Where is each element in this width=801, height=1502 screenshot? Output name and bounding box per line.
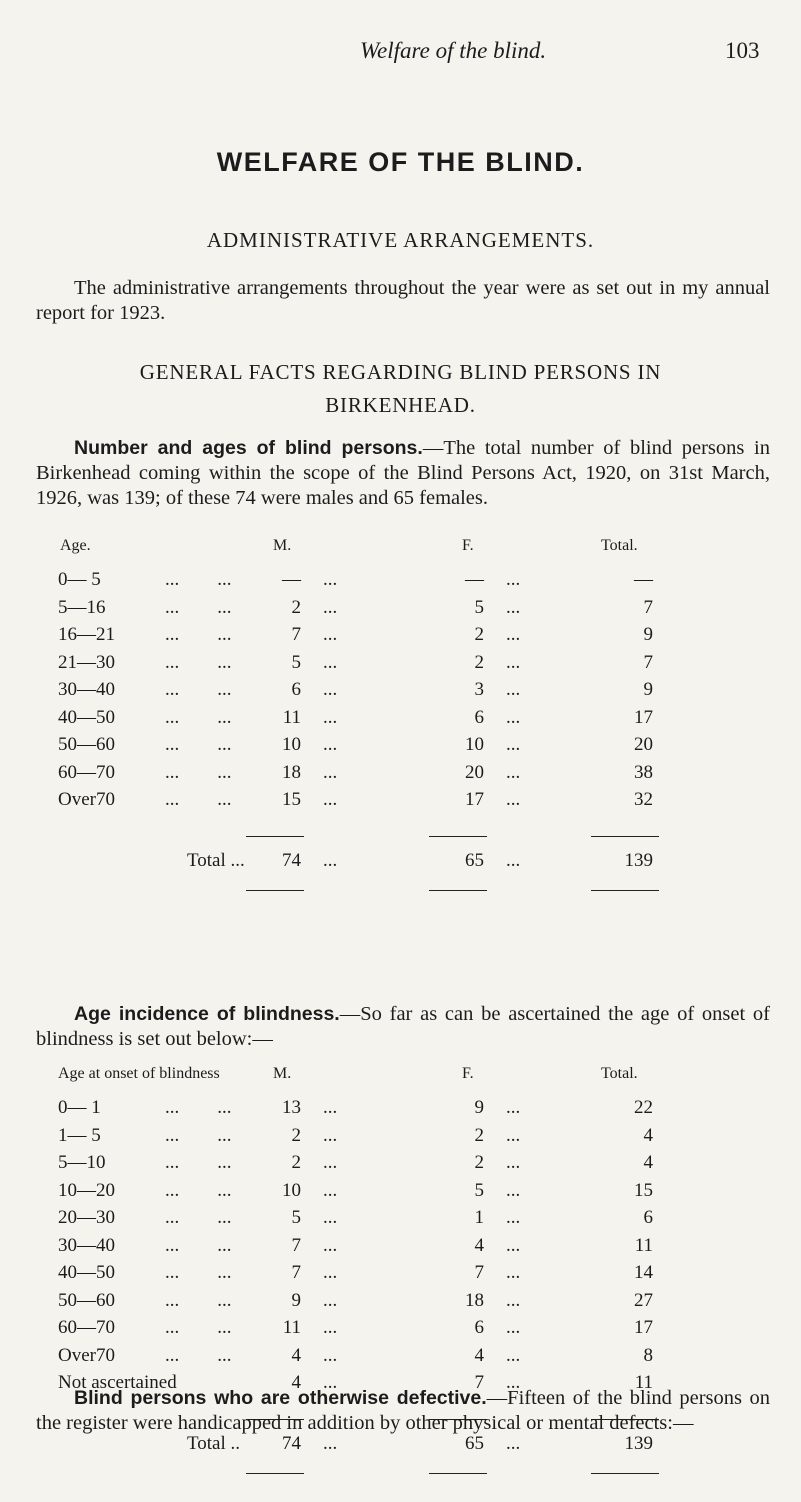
- total-f-value: 65: [465, 1432, 484, 1454]
- row-age-label: 30—40: [58, 679, 115, 700]
- row-f-value: 20: [465, 761, 484, 783]
- leader-dots: ...: [506, 651, 521, 673]
- row-m-value: 4: [291, 1344, 301, 1366]
- row-m-value: 11: [282, 1317, 301, 1338]
- leader-dots: ...: [506, 734, 521, 755]
- leader-dots: ... ...: [165, 789, 232, 810]
- row-m-value: 6: [291, 679, 301, 700]
- row-m-value: 18: [282, 761, 301, 783]
- leader-dots: ...: [323, 569, 338, 590]
- row-f-value: 10: [465, 734, 484, 755]
- leader-dots: ...: [323, 849, 338, 871]
- leader-dots: ... ...: [165, 1289, 232, 1311]
- admin-paragraph: The administrative arrangements throughout the year were as set out in my annual report for 1923.: [36, 277, 770, 324]
- defective-paragraph: [36, 1386, 770, 1436]
- leader-dots: ...: [323, 651, 338, 673]
- leader-dots: ...: [323, 1234, 338, 1256]
- total-total-value: 139: [624, 849, 653, 871]
- running-head-title: Welfare of the blind.: [360, 38, 547, 63]
- leader-dots: ...: [323, 1289, 338, 1311]
- row-age-label: 50—60: [58, 1289, 115, 1311]
- leader-dots: ...: [506, 1152, 521, 1173]
- row-m-value: 5: [291, 1207, 301, 1228]
- total-label: Total ...: [187, 849, 245, 871]
- leader-dots: ...: [506, 1262, 521, 1283]
- total-rule-top: [246, 836, 304, 837]
- leader-dots: ...: [506, 624, 521, 645]
- leader-dots: ...: [506, 789, 521, 810]
- header-m: M.: [273, 537, 292, 554]
- leader-dots: ...: [323, 1124, 338, 1146]
- leader-dots: ... ...: [165, 1317, 232, 1338]
- total-label: Total ..: [187, 1432, 241, 1454]
- row-age-label: 0— 1: [58, 1097, 101, 1118]
- row-age-label: 30—40: [58, 1234, 115, 1256]
- leader-dots: ...: [323, 1097, 338, 1118]
- header-total: Total.: [601, 1065, 638, 1082]
- general-heading-line1: GENERAL FACTS REGARDING BLIND PERSONS IN: [139, 360, 662, 384]
- leader-dots: ... ...: [165, 1097, 232, 1118]
- row-total-value: 32: [634, 789, 653, 810]
- row-total-value: 7: [643, 651, 653, 673]
- leader-dots: ... ...: [165, 1234, 232, 1256]
- row-age-label: 40—50: [58, 1262, 115, 1283]
- row-f-value: 7: [474, 1262, 484, 1283]
- main-heading: WELFARE OF THE BLIND.: [216, 147, 585, 177]
- row-total-value: 7: [643, 596, 653, 618]
- row-total-value: —: [634, 569, 653, 590]
- row-f-value: 2: [474, 1124, 484, 1146]
- leader-dots: ... ...: [165, 569, 232, 590]
- row-f-value: 6: [474, 1317, 484, 1338]
- row-f-value: 5: [474, 596, 484, 618]
- leader-dots: ... ...: [165, 1179, 232, 1201]
- leader-dots: ...: [323, 1262, 338, 1283]
- total-rule-bottom: [246, 890, 304, 891]
- row-f-value: 2: [474, 651, 484, 673]
- row-age-label: 10—20: [58, 1179, 115, 1201]
- row-age-label: 5—16: [58, 596, 106, 618]
- row-f-value: 5: [474, 1179, 484, 1201]
- row-m-value: 7: [291, 1262, 301, 1283]
- leader-dots: ...: [323, 1344, 338, 1366]
- leader-dots: ... ...: [165, 706, 232, 728]
- row-m-value: 15: [282, 789, 301, 810]
- leader-dots: ...: [323, 596, 338, 618]
- row-m-value: 2: [291, 596, 301, 618]
- admin-heading: ADMINISTRATIVE ARRANGEMENTS.: [206, 228, 595, 252]
- leader-dots: ...: [506, 596, 521, 618]
- leader-dots: ...: [506, 1289, 521, 1311]
- row-f-value: 2: [474, 624, 484, 645]
- leader-dots: ... ...: [165, 761, 232, 783]
- leader-dots: ...: [323, 789, 338, 810]
- leader-dots: ...: [506, 1179, 521, 1201]
- row-m-value: —: [282, 569, 301, 590]
- row-m-value: 5: [291, 651, 301, 673]
- leader-dots: ...: [506, 1372, 521, 1393]
- row-f-value: 2: [474, 1152, 484, 1173]
- leader-dots: ...: [506, 569, 521, 590]
- leader-dots: ... ...: [165, 651, 232, 673]
- leader-dots: ...: [323, 761, 338, 783]
- row-f-value: 18: [465, 1289, 484, 1311]
- row-m-value: 7: [291, 624, 301, 645]
- general-heading: [0, 356, 801, 422]
- row-m-value: 2: [291, 1152, 301, 1173]
- total-total-value: 139: [624, 1432, 653, 1454]
- row-m-value: 13: [282, 1097, 301, 1118]
- leader-dots: ...: [323, 1207, 338, 1228]
- leader-dots: ... ...: [165, 1124, 232, 1146]
- row-m-value: 9: [291, 1289, 301, 1311]
- numbers-text: —The total number of blind persons in Birkenhead coming within the scope of the Blind Persons Act, 1920, on 31st March, 1926, was 139; of these 74 were males and 65 females.: [36, 437, 770, 509]
- row-m-value: 7: [291, 1234, 301, 1256]
- row-f-value: 7: [474, 1372, 484, 1393]
- row-age-label: 60—70: [58, 1317, 115, 1338]
- row-m-value: 4: [291, 1372, 301, 1393]
- header-total: Total.: [601, 537, 638, 554]
- leader-dots: ...: [506, 1432, 521, 1454]
- total-m-value: 74: [282, 849, 301, 871]
- row-total-value: 14: [634, 1262, 653, 1283]
- row-total-value: 6: [643, 1207, 653, 1228]
- leader-dots: ... ...: [165, 734, 232, 755]
- leader-dots: ... ...: [165, 1152, 232, 1173]
- row-age-label: 60—70: [58, 761, 115, 783]
- leader-dots: ...: [323, 1317, 338, 1338]
- leader-dots: ...: [323, 624, 338, 645]
- leader-dots: ... ...: [165, 1344, 232, 1366]
- total-rule-top: [591, 836, 659, 837]
- row-total-value: 27: [634, 1289, 653, 1311]
- leader-dots: ...: [323, 1432, 338, 1454]
- row-f-value: 4: [474, 1344, 484, 1366]
- row-f-value: 3: [474, 679, 484, 700]
- total-rule-top: [429, 836, 487, 837]
- row-age-label: 16—21: [58, 624, 115, 645]
- leader-dots: ... ...: [165, 1207, 232, 1228]
- row-age-label: 50—60: [58, 734, 115, 755]
- numbers-paragraph: [36, 436, 770, 511]
- leader-dots: ...: [506, 1097, 521, 1118]
- row-total-value: 9: [643, 679, 653, 700]
- row-total-value: 17: [634, 1317, 653, 1338]
- leader-dots: ...: [506, 706, 521, 728]
- row-age-label: 21—30: [58, 651, 115, 673]
- incidence-paragraph: [36, 1002, 770, 1052]
- row-m-value: 2: [291, 1124, 301, 1146]
- row-total-value: 8: [643, 1344, 653, 1366]
- row-total-value: 20: [634, 734, 653, 755]
- row-f-value: —: [465, 569, 484, 590]
- row-total-value: 4: [643, 1152, 653, 1173]
- leader-dots: ...: [323, 1152, 338, 1173]
- running-head: [0, 38, 801, 68]
- incidence-lead: Age incidence of blindness.: [74, 1003, 340, 1025]
- row-f-value: 6: [474, 706, 484, 728]
- row-m-value: 11: [282, 706, 301, 728]
- row-age-label: 40—50: [58, 706, 115, 728]
- total-m-value: 74: [282, 1432, 301, 1454]
- leader-dots: ...: [506, 1234, 521, 1256]
- leader-dots: ...: [323, 1179, 338, 1201]
- leader-dots: ...: [506, 849, 521, 871]
- leader-dots: ...: [506, 761, 521, 783]
- row-age-label: 20—30: [58, 1207, 115, 1228]
- total-f-value: 65: [465, 849, 484, 871]
- row-total-value: 22: [634, 1097, 653, 1118]
- row-total-value: 11: [634, 1372, 653, 1393]
- header-f: F.: [462, 1065, 474, 1082]
- leader-dots: ...: [506, 1317, 521, 1338]
- row-total-value: 11: [634, 1234, 653, 1256]
- incidence-text: —So far as can be ascertained the age of onset of blindness is set out below:—: [36, 1003, 770, 1050]
- leader-dots: ...: [506, 1207, 521, 1228]
- row-age-label: 5—10: [58, 1152, 106, 1173]
- header-age: Age.: [60, 537, 91, 554]
- row-f-value: 1: [474, 1207, 484, 1228]
- row-age-label: 1— 5: [58, 1124, 101, 1146]
- row-age-label: Not ascertained: [58, 1372, 177, 1393]
- row-age-label: 0— 5: [58, 569, 101, 590]
- leader-dots: ...: [323, 734, 338, 755]
- row-f-value: 4: [474, 1234, 484, 1256]
- leader-dots: ...: [506, 1344, 521, 1366]
- leader-dots: ...: [506, 1124, 521, 1146]
- row-total-value: 9: [643, 624, 653, 645]
- header-age: Age at onset of blindness: [58, 1065, 220, 1082]
- leader-dots: ... ...: [165, 624, 232, 645]
- row-total-value: 38: [634, 761, 653, 783]
- row-age-label: Over70: [58, 789, 115, 810]
- row-f-value: 9: [474, 1097, 484, 1118]
- header-m: M.: [273, 1065, 292, 1082]
- total-rule-bottom: [429, 890, 487, 891]
- header-f: F.: [462, 537, 474, 554]
- total-rule-bottom: [429, 1473, 487, 1474]
- leader-dots: ...: [323, 1372, 338, 1393]
- row-age-label: Over70: [58, 1344, 115, 1366]
- leader-dots: ...: [323, 706, 338, 728]
- row-total-value: 4: [643, 1124, 653, 1146]
- numbers-lead: Number and ages of blind persons.: [74, 437, 423, 459]
- leader-dots: ... ...: [165, 596, 232, 618]
- general-heading-line2: BIRKENHEAD.: [325, 393, 476, 417]
- row-m-value: 10: [282, 1179, 301, 1201]
- total-rule-bottom: [246, 1473, 304, 1474]
- leader-dots: ...: [323, 679, 338, 700]
- row-total-value: 17: [634, 706, 653, 728]
- row-total-value: 15: [634, 1179, 653, 1201]
- total-rule-bottom: [591, 890, 659, 891]
- defective-text: —Fifteen of the blind persons on the register were handicapped in addition by other physical or mental defects:—: [36, 1387, 770, 1434]
- defective-lead: Blind persons who are otherwise defective.: [74, 1387, 487, 1409]
- leader-dots: ... ...: [165, 679, 232, 700]
- leader-dots: ... ...: [165, 1262, 232, 1283]
- row-f-value: 17: [465, 789, 484, 810]
- leader-dots: ...: [506, 679, 521, 700]
- page-number: 103: [725, 38, 760, 63]
- total-rule-bottom: [591, 1473, 659, 1474]
- row-m-value: 10: [282, 734, 301, 755]
